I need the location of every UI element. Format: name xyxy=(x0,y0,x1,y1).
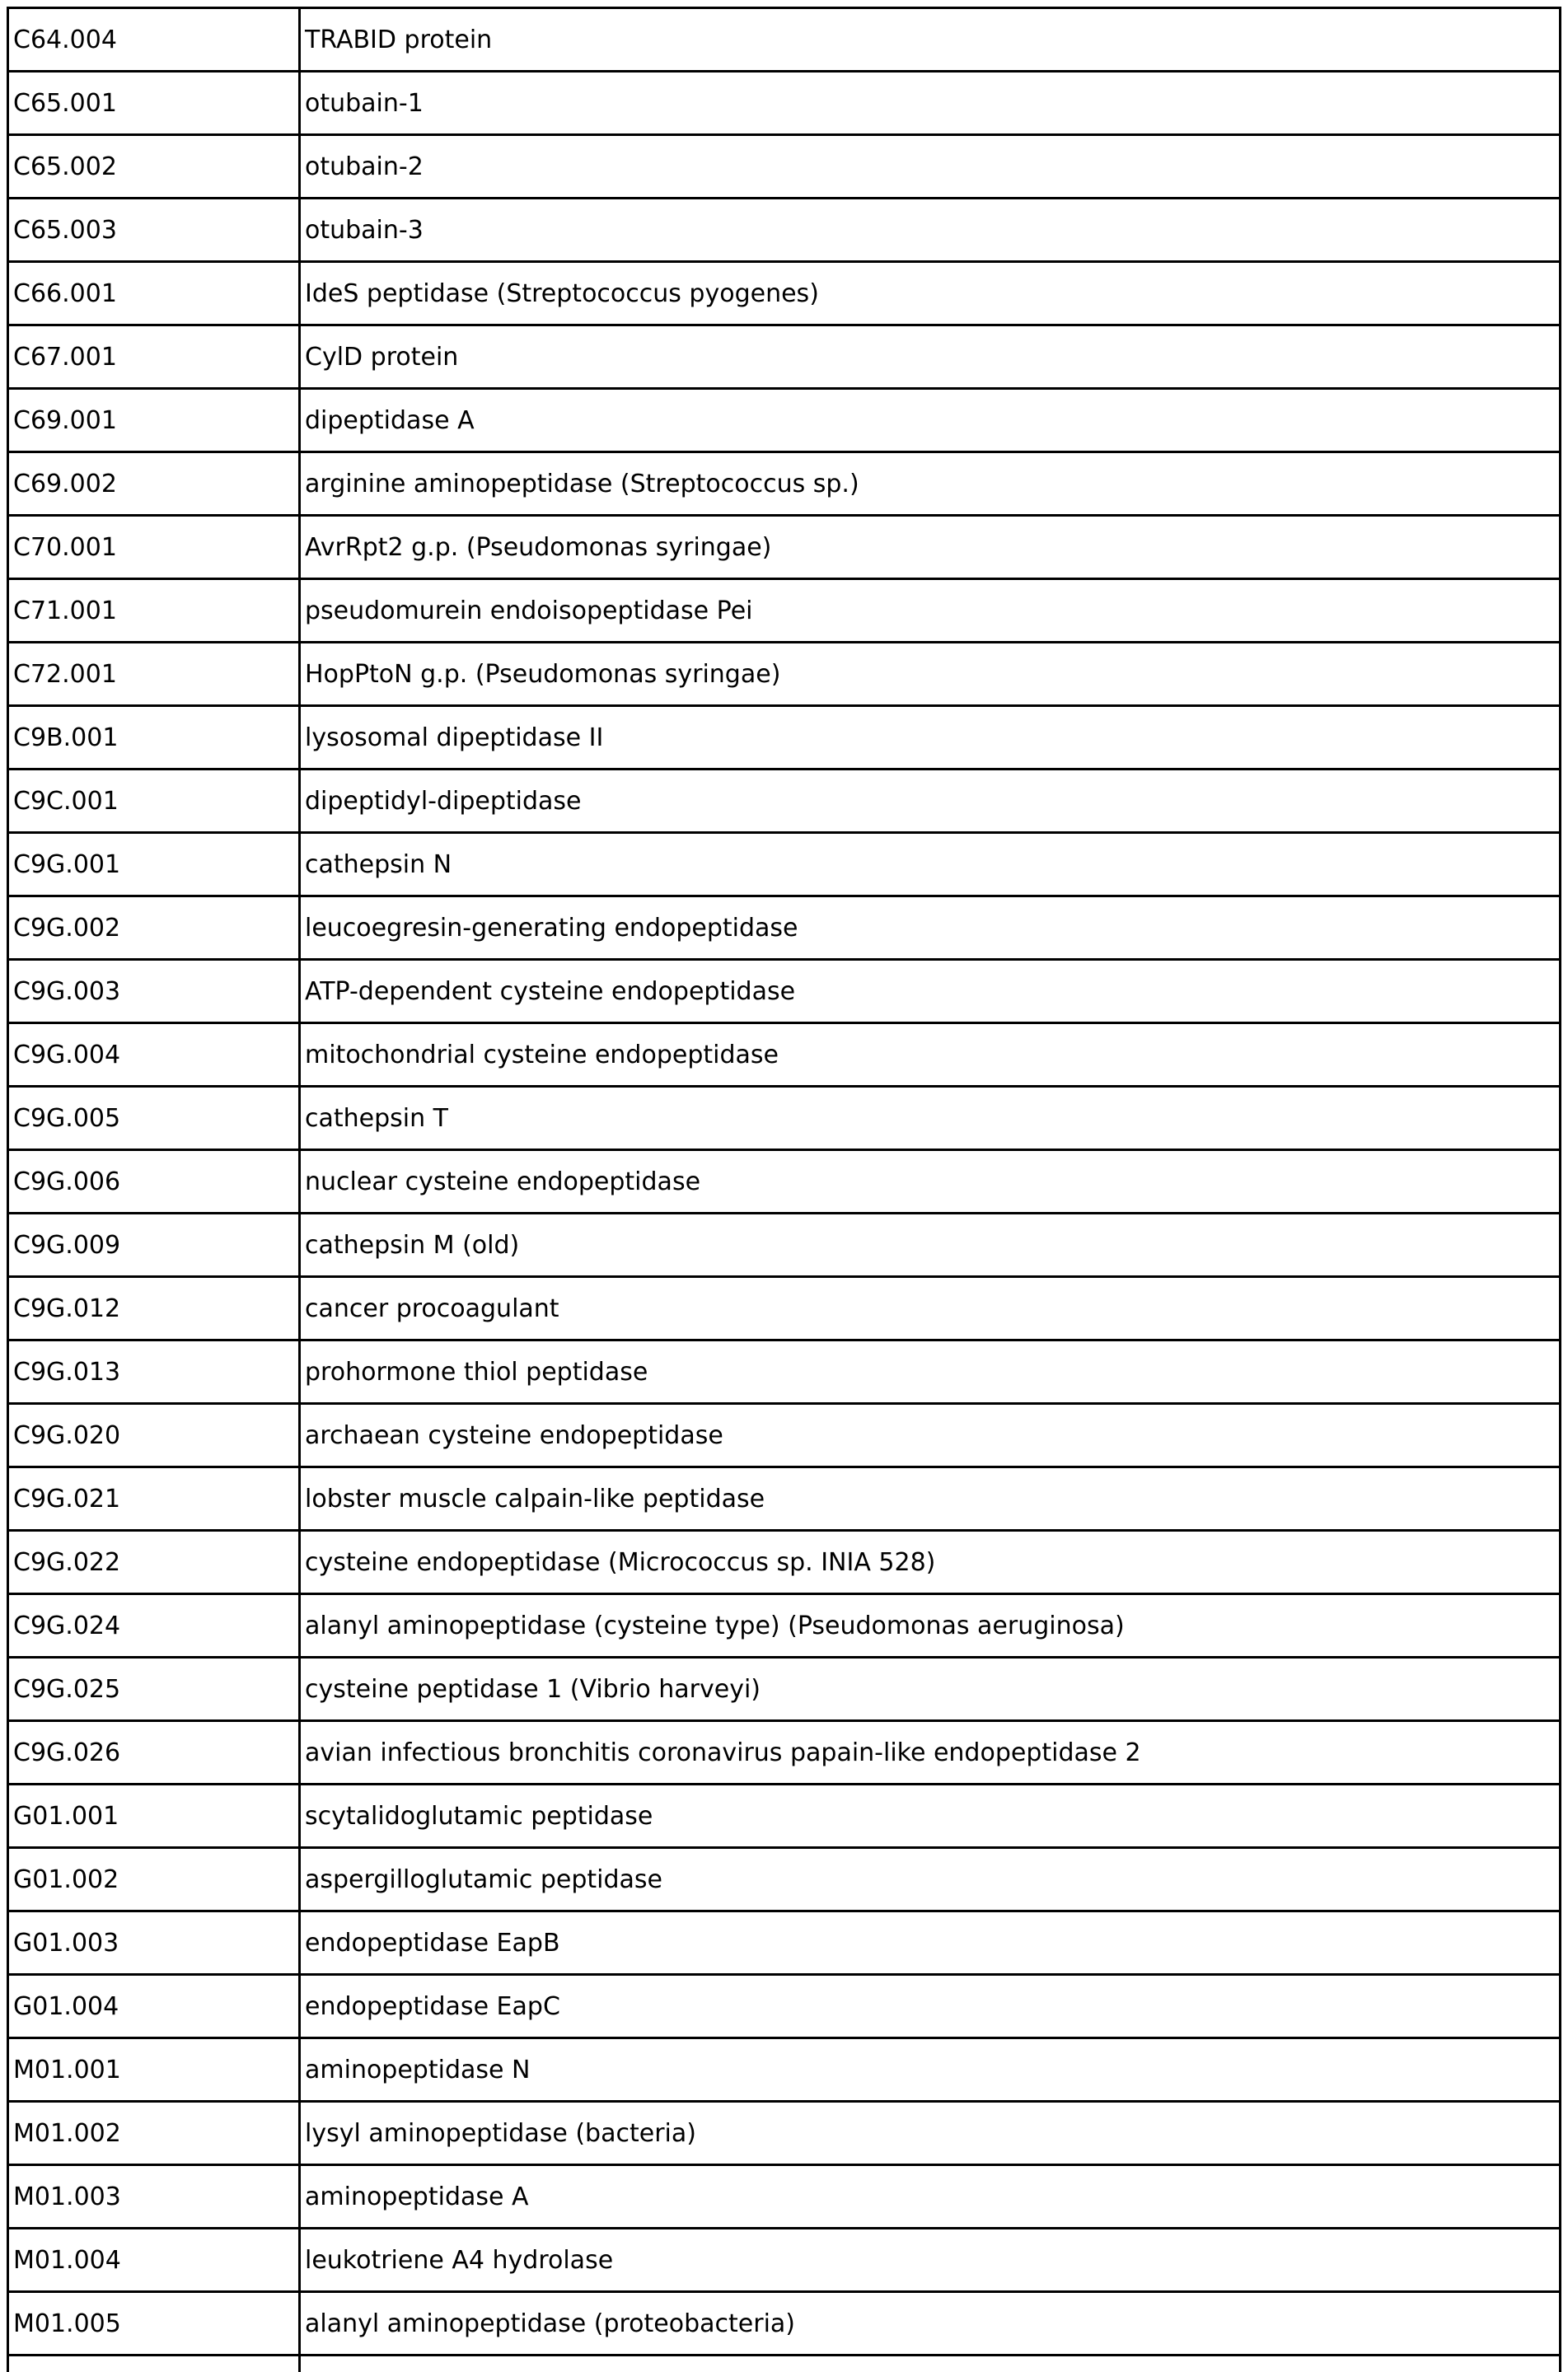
id-cell: C9G.004 xyxy=(8,1023,300,1087)
id-cell: G01.001 xyxy=(8,1785,300,1848)
table-row xyxy=(8,1404,1561,1467)
name-cell: CylD protein xyxy=(300,325,1561,389)
id-cell: C9G.005 xyxy=(8,1087,300,1150)
id-cell: C9B.001 xyxy=(8,706,300,770)
id-cell: M01.001 xyxy=(8,2038,300,2102)
name-cell: pseudomurein endoisopeptidase Pei xyxy=(300,579,1561,643)
table-row xyxy=(8,833,1561,896)
name-cell: cathepsin T xyxy=(300,1087,1561,1150)
name-cell: lobster muscle calpain-like peptidase xyxy=(300,1467,1561,1531)
table-row xyxy=(8,1594,1561,1658)
table-row xyxy=(8,452,1561,516)
id-cell: M01.005 xyxy=(8,2292,300,2356)
table-row xyxy=(8,579,1561,643)
table-row xyxy=(8,1087,1561,1150)
id-cell: C71.001 xyxy=(8,579,300,643)
id-cell: C9G.003 xyxy=(8,960,300,1023)
id-cell xyxy=(8,2356,300,2372)
table-row xyxy=(8,262,1561,325)
name-cell: cysteine peptidase 1 (Vibrio harveyi) xyxy=(300,1658,1561,1721)
name-cell: aspergilloglutamic peptidase xyxy=(300,1848,1561,1911)
table-row xyxy=(8,72,1561,135)
name-cell: ATP-dependent cysteine endopeptidase xyxy=(300,960,1561,1023)
table-row xyxy=(8,770,1561,833)
id-cell: C69.001 xyxy=(8,389,300,452)
id-cell: C65.003 xyxy=(8,199,300,262)
table-row xyxy=(8,325,1561,389)
name-cell: leucoegresin-generating endopeptidase xyxy=(300,896,1561,960)
id-cell: G01.003 xyxy=(8,1911,300,1975)
id-cell: C9G.022 xyxy=(8,1531,300,1594)
table-row xyxy=(8,706,1561,770)
name-cell: lysosomal dipeptidase II xyxy=(300,706,1561,770)
name-cell: endopeptidase EapC xyxy=(300,1975,1561,2038)
table-row xyxy=(8,1911,1561,1975)
id-cell: C9G.020 xyxy=(8,1404,300,1467)
id-cell: C9G.026 xyxy=(8,1721,300,1785)
table-row xyxy=(8,2229,1561,2292)
id-cell: C9G.025 xyxy=(8,1658,300,1721)
id-cell: C65.002 xyxy=(8,135,300,199)
table-row xyxy=(8,199,1561,262)
table-row xyxy=(8,135,1561,199)
table-row xyxy=(8,1721,1561,1785)
peptidase-table xyxy=(7,7,1561,2372)
id-cell: C69.002 xyxy=(8,452,300,516)
name-cell: dipeptidyl-dipeptidase xyxy=(300,770,1561,833)
id-cell: C64.004 xyxy=(8,8,300,72)
table-row xyxy=(8,1214,1561,1277)
table-row xyxy=(8,1467,1561,1531)
name-cell: otubain-2 xyxy=(300,135,1561,199)
id-cell: C67.001 xyxy=(8,325,300,389)
id-cell: C70.001 xyxy=(8,516,300,579)
id-cell: C9G.024 xyxy=(8,1594,300,1658)
name-cell: scytalidoglutamic peptidase xyxy=(300,1785,1561,1848)
table-row xyxy=(8,960,1561,1023)
name-cell: IdeS peptidase (Streptococcus pyogenes) xyxy=(300,262,1561,325)
table-row-partial xyxy=(8,2356,1561,2372)
name-cell: otubain-1 xyxy=(300,72,1561,135)
id-cell: C66.001 xyxy=(8,262,300,325)
name-cell xyxy=(300,2356,1561,2372)
name-cell: cysteine endopeptidase (Micrococcus sp. INIA 528) xyxy=(300,1531,1561,1594)
id-cell: C9G.006 xyxy=(8,1150,300,1214)
id-cell: G01.002 xyxy=(8,1848,300,1911)
table-row xyxy=(8,1150,1561,1214)
table-row xyxy=(8,1277,1561,1340)
table-row xyxy=(8,1785,1561,1848)
name-cell: arginine aminopeptidase (Streptococcus sp.) xyxy=(300,452,1561,516)
table-row xyxy=(8,2165,1561,2229)
id-cell: C65.001 xyxy=(8,72,300,135)
name-cell: aminopeptidase N xyxy=(300,2038,1561,2102)
name-cell: dipeptidase A xyxy=(300,389,1561,452)
name-cell: HopPtoN g.p. (Pseudomonas syringae) xyxy=(300,643,1561,706)
table-row xyxy=(8,2038,1561,2102)
name-cell: mitochondrial cysteine endopeptidase xyxy=(300,1023,1561,1087)
name-cell: cathepsin M (old) xyxy=(300,1214,1561,1277)
id-cell: C9G.002 xyxy=(8,896,300,960)
table-row xyxy=(8,643,1561,706)
id-cell: C9G.013 xyxy=(8,1340,300,1404)
id-cell: C9G.009 xyxy=(8,1214,300,1277)
id-cell: M01.004 xyxy=(8,2229,300,2292)
table-row xyxy=(8,1340,1561,1404)
table-row xyxy=(8,1658,1561,1721)
table-row xyxy=(8,2102,1561,2165)
id-cell: C9C.001 xyxy=(8,770,300,833)
table-row xyxy=(8,1023,1561,1087)
table-row xyxy=(8,516,1561,579)
name-cell: nuclear cysteine endopeptidase xyxy=(300,1150,1561,1214)
name-cell: alanyl aminopeptidase (cysteine type) (Pseudomonas aeruginosa) xyxy=(300,1594,1561,1658)
table-row xyxy=(8,389,1561,452)
name-cell: cancer procoagulant xyxy=(300,1277,1561,1340)
name-cell: alanyl aminopeptidase (proteobacteria) xyxy=(300,2292,1561,2356)
name-cell: lysyl aminopeptidase (bacteria) xyxy=(300,2102,1561,2165)
table-row xyxy=(8,8,1561,72)
id-cell: G01.004 xyxy=(8,1975,300,2038)
name-cell: prohormone thiol peptidase xyxy=(300,1340,1561,1404)
id-cell: M01.002 xyxy=(8,2102,300,2165)
name-cell: otubain-3 xyxy=(300,199,1561,262)
table-row xyxy=(8,896,1561,960)
name-cell: endopeptidase EapB xyxy=(300,1911,1561,1975)
id-cell: M01.003 xyxy=(8,2165,300,2229)
id-cell: C9G.012 xyxy=(8,1277,300,1340)
name-cell: TRABID protein xyxy=(300,8,1561,72)
peptidase-table-body xyxy=(8,8,1561,2372)
table-row xyxy=(8,1531,1561,1594)
id-cell: C72.001 xyxy=(8,643,300,706)
table-row xyxy=(8,1848,1561,1911)
table-row xyxy=(8,2292,1561,2356)
table-row xyxy=(8,1975,1561,2038)
name-cell: avian infectious bronchitis coronavirus papain-like endopeptidase 2 xyxy=(300,1721,1561,1785)
name-cell: AvrRpt2 g.p. (Pseudomonas syringae) xyxy=(300,516,1561,579)
id-cell: C9G.021 xyxy=(8,1467,300,1531)
name-cell: cathepsin N xyxy=(300,833,1561,896)
name-cell: leukotriene A4 hydrolase xyxy=(300,2229,1561,2292)
name-cell: aminopeptidase A xyxy=(300,2165,1561,2229)
name-cell: archaean cysteine endopeptidase xyxy=(300,1404,1561,1467)
id-cell: C9G.001 xyxy=(8,833,300,896)
